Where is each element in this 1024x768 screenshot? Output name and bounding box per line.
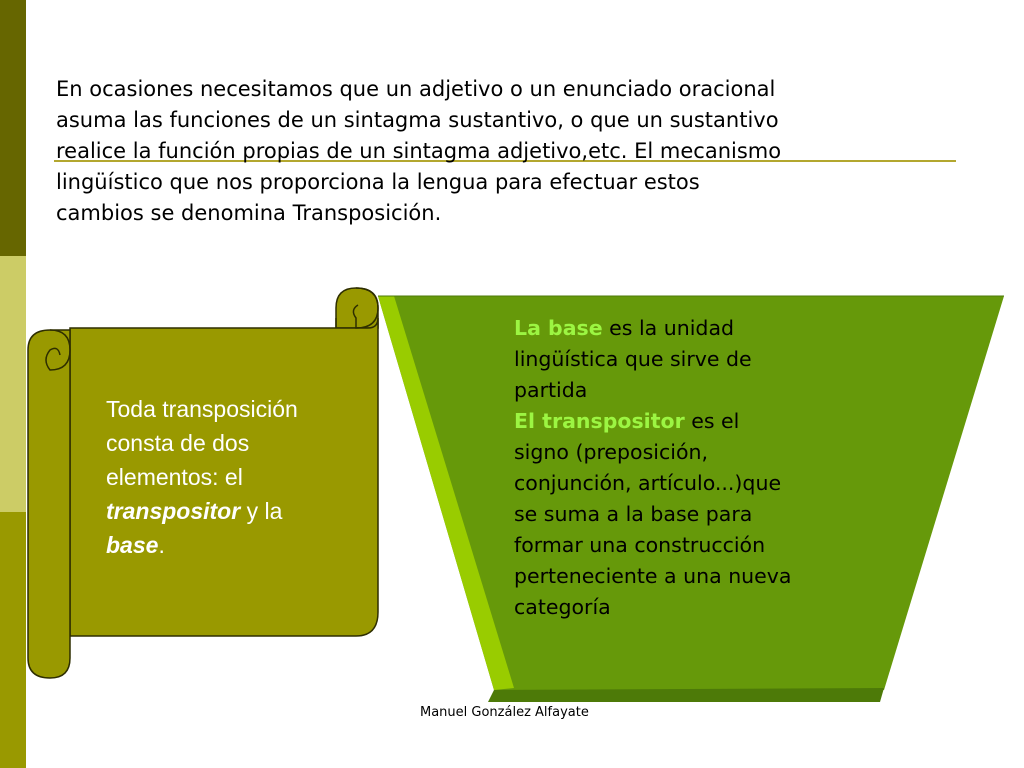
transpositor-term: transpositor [106, 498, 241, 524]
intro-line: lingüístico que nos proporciona la lengua para efectuar estos [56, 170, 700, 194]
scroll-line: consta de dos [106, 430, 250, 456]
scroll-line: y la [240, 498, 283, 524]
intro-line: asuma las funciones de un sintagma sustantivo, o que un sustantivo [56, 108, 779, 132]
definition-line: signo (preposición, [514, 440, 708, 464]
definition-line: categoría [514, 595, 611, 619]
definition-line: conjunción, artículo...)que [514, 471, 782, 495]
definition-line: formar una construcción [514, 533, 766, 557]
base-definition-term: La base [514, 316, 603, 340]
definition-line: perteneciente a una nueva [514, 564, 792, 588]
intro-line: cambios se denomina Transposición. [56, 201, 442, 225]
scroll-line: elementos: el [106, 464, 243, 490]
definition-line: se suma a la base para [514, 502, 753, 526]
transpositor-definition-term: El transpositor [514, 409, 685, 433]
definition-line: partida [514, 378, 588, 402]
definition-line: lingüística que sirve de [514, 347, 752, 371]
footer-author: Manuel González Alfayate [420, 705, 589, 720]
scroll-text [106, 392, 356, 562]
scroll-line: Toda transposición [106, 396, 298, 422]
definition-line: es la unidad [602, 316, 735, 340]
definitions-text [514, 313, 864, 623]
definition-line: es el [684, 409, 740, 433]
intro-line: En ocasiones necesitamos que un adjetivo o un enunciado oracional [56, 77, 776, 101]
intro-line: realice la función propias de un sintagma adjetivo,etc. El mecanismo [56, 139, 782, 163]
base-term: base [106, 532, 159, 558]
scroll-line: . [158, 532, 165, 558]
